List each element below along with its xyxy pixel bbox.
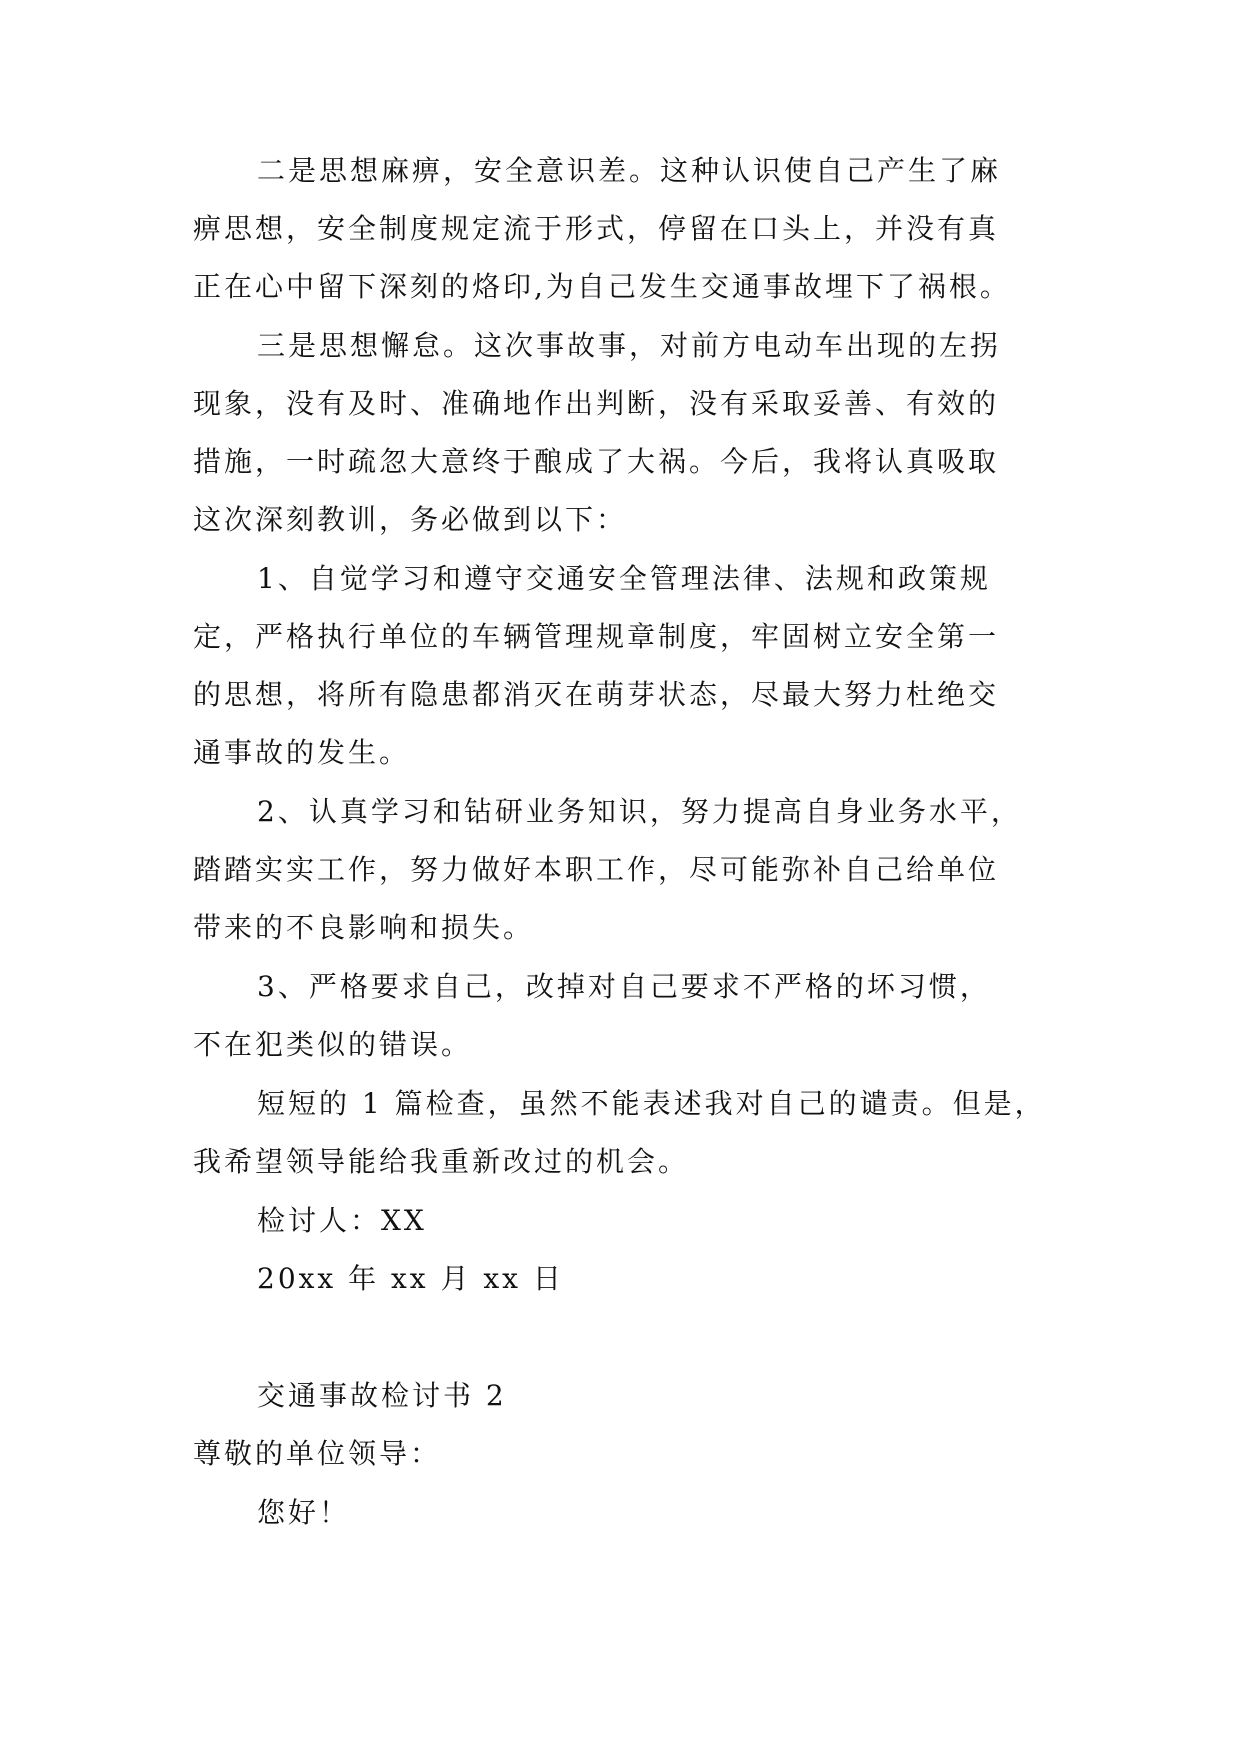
text-line: 踏踏实实工作，努力做好本职工作，尽可能弥补自己给单位: [193, 853, 1000, 886]
paragraph-1: [193, 142, 1063, 316]
text-line: 措施，一时疏忽大意终于酿成了大祸。今后，我将认真吸取: [193, 445, 1000, 478]
text-line: 正在心中留下深刻的烙印,为自己发生交通事故埋下了祸根。: [193, 270, 1011, 303]
paragraph-4: [193, 783, 1063, 957]
salutation: 尊敬的单位领导：: [193, 1437, 442, 1470]
text-line: 痹思想，安全制度规定流于形式，停留在口头上，并没有真: [193, 212, 1000, 245]
paragraph-5: [193, 958, 1063, 1074]
text-line: 带来的不良影响和损失。: [193, 911, 535, 944]
text-line: 1、自觉学习和遵守交通安全管理法律、法规和政策规: [257, 562, 991, 595]
paragraph-6: [193, 1075, 1063, 1191]
signature: 检讨人：XX: [257, 1204, 427, 1237]
text-line: 我希望领导能给我重新改过的机会。: [193, 1145, 690, 1178]
text-line: 不在犯类似的错误。: [193, 1028, 473, 1061]
letter-title: 交通事故检讨书 2: [257, 1379, 507, 1412]
text-line: 这次深刻教训，务必做到以下：: [193, 503, 628, 536]
text-line: 定，严格执行单位的车辆管理规章制度，牢固树立安全第一: [193, 620, 1000, 653]
text-line: 的思想，将所有隐患都消灭在萌芽状态，尽最大努力杜绝交: [193, 678, 1000, 711]
text-line: 2、认真学习和钻研业务知识，努力提高自身业务水平，: [257, 795, 1022, 828]
date: 20xx 年 xx 月 xx 日: [257, 1262, 564, 1295]
text-line: 通事故的发生。: [193, 736, 411, 769]
paragraph-2: [193, 317, 1063, 549]
text-line: 现象，没有及时、准确地作出判断，没有采取妥善、有效的: [193, 387, 1000, 420]
greeting: 您好！: [257, 1496, 351, 1529]
text-line: 三是思想懈怠。这次事故事，对前方电动车出现的左拐: [257, 329, 1002, 362]
text-line: 短短的 1 篇检查，虽然不能表述我对自己的谴责。但是，: [257, 1087, 1046, 1120]
text-line: 3、严格要求自己，改掉对自己要求不严格的坏习惯，: [257, 970, 991, 1003]
text-line: 二是思想麻痹，安全意识差。这种认识使自己产生了麻: [257, 154, 1002, 187]
paragraph-3: [193, 550, 1063, 782]
